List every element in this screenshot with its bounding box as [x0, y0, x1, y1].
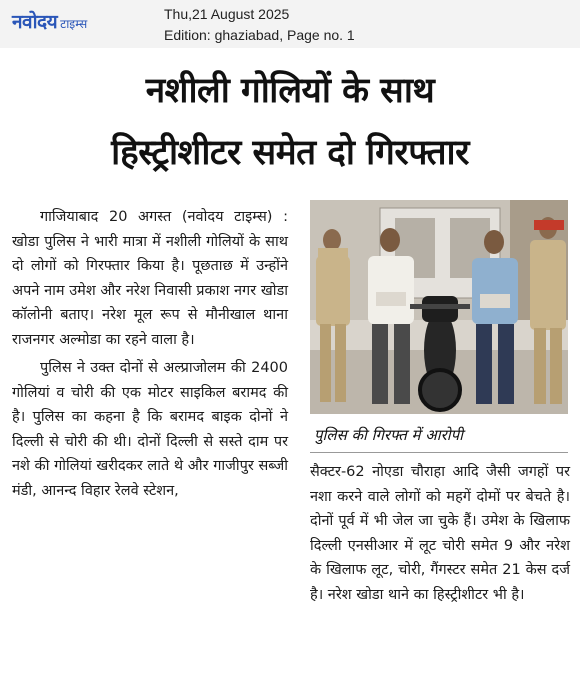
caption-divider	[310, 452, 568, 453]
article-paragraph-2: पुलिस ने उक्त दोनों से अल्प्राजोलम की 2400 गोलियां व चोरी की एक मोटर साइकिल बरामद की है। पुलिस का कहना है कि बरामद बाइक दोनों ने दिल्ली से चोरी की थी। दोनों दिल्ली से सस्ते दाम पर नशे की गोलियां खरीदकर लाते थे और गाजीपुर सब्जी मंडी, आनन्द विहार रेलवे स्टेशन,	[12, 360, 288, 499]
article-paragraph-1: गाजियाबाद 20 अगस्त (नवोदय टाइम्स) : खोडा पुलिस ने भारी मात्रा में नशीली गोलियों के साथ दो लोगों को गिरफ्तार किया है। पूछताछ में उन्होंने अपने नाम उमेश और नरेश निवासी प्रकाश नगर खोडा कॉलोनी बताए। नरेश मूल रूप से मौनीखाल थाना राजनगर अल्मोडा का रहने वाला है।	[12, 209, 288, 348]
issue-date: Thu,21 August 2025	[164, 6, 290, 22]
headline-line-2: हिस्ट्रीशीटर समेत दो गिरफ्तार	[111, 133, 469, 173]
arrest-photo-illustration	[310, 200, 568, 414]
logo-main-text: नवोदय	[12, 11, 58, 33]
logo-sub-text: टाइम्स	[60, 17, 88, 31]
edition-page: Edition: ghaziabad, Page no. 1	[164, 27, 355, 43]
masthead-bar	[0, 0, 580, 48]
newspaper-logo[interactable]	[12, 8, 87, 34]
article-column-left	[12, 205, 288, 503]
news-photo[interactable]	[310, 200, 568, 414]
article-column-right	[310, 460, 570, 607]
article-paragraph-3: सैक्टर-62 नोएडा चौराहा आदि जैसी जगहों पर नशा करने वाले लोगों को महगें दोमों पर बेचते है। दोनों पूर्व में भी जेल जा चुके हैं। उमेश के खिलाफ दिल्ली एनसीआर में लूट चोरी समेत 9 और नरेश के खिलाफ लूट, चोरी, गैंगस्टर समेत 21 केस दर्ज है। नरेश खोडा थाने का हिस्ट्रीशीटर भी है।	[310, 464, 570, 603]
edition-meta	[164, 4, 355, 46]
article-headline	[0, 60, 580, 184]
headline-line-1: नशीली गोलियों के साथ	[145, 71, 435, 111]
photo-caption: पुलिस की गिरफ्त में आरोपी	[314, 426, 464, 444]
